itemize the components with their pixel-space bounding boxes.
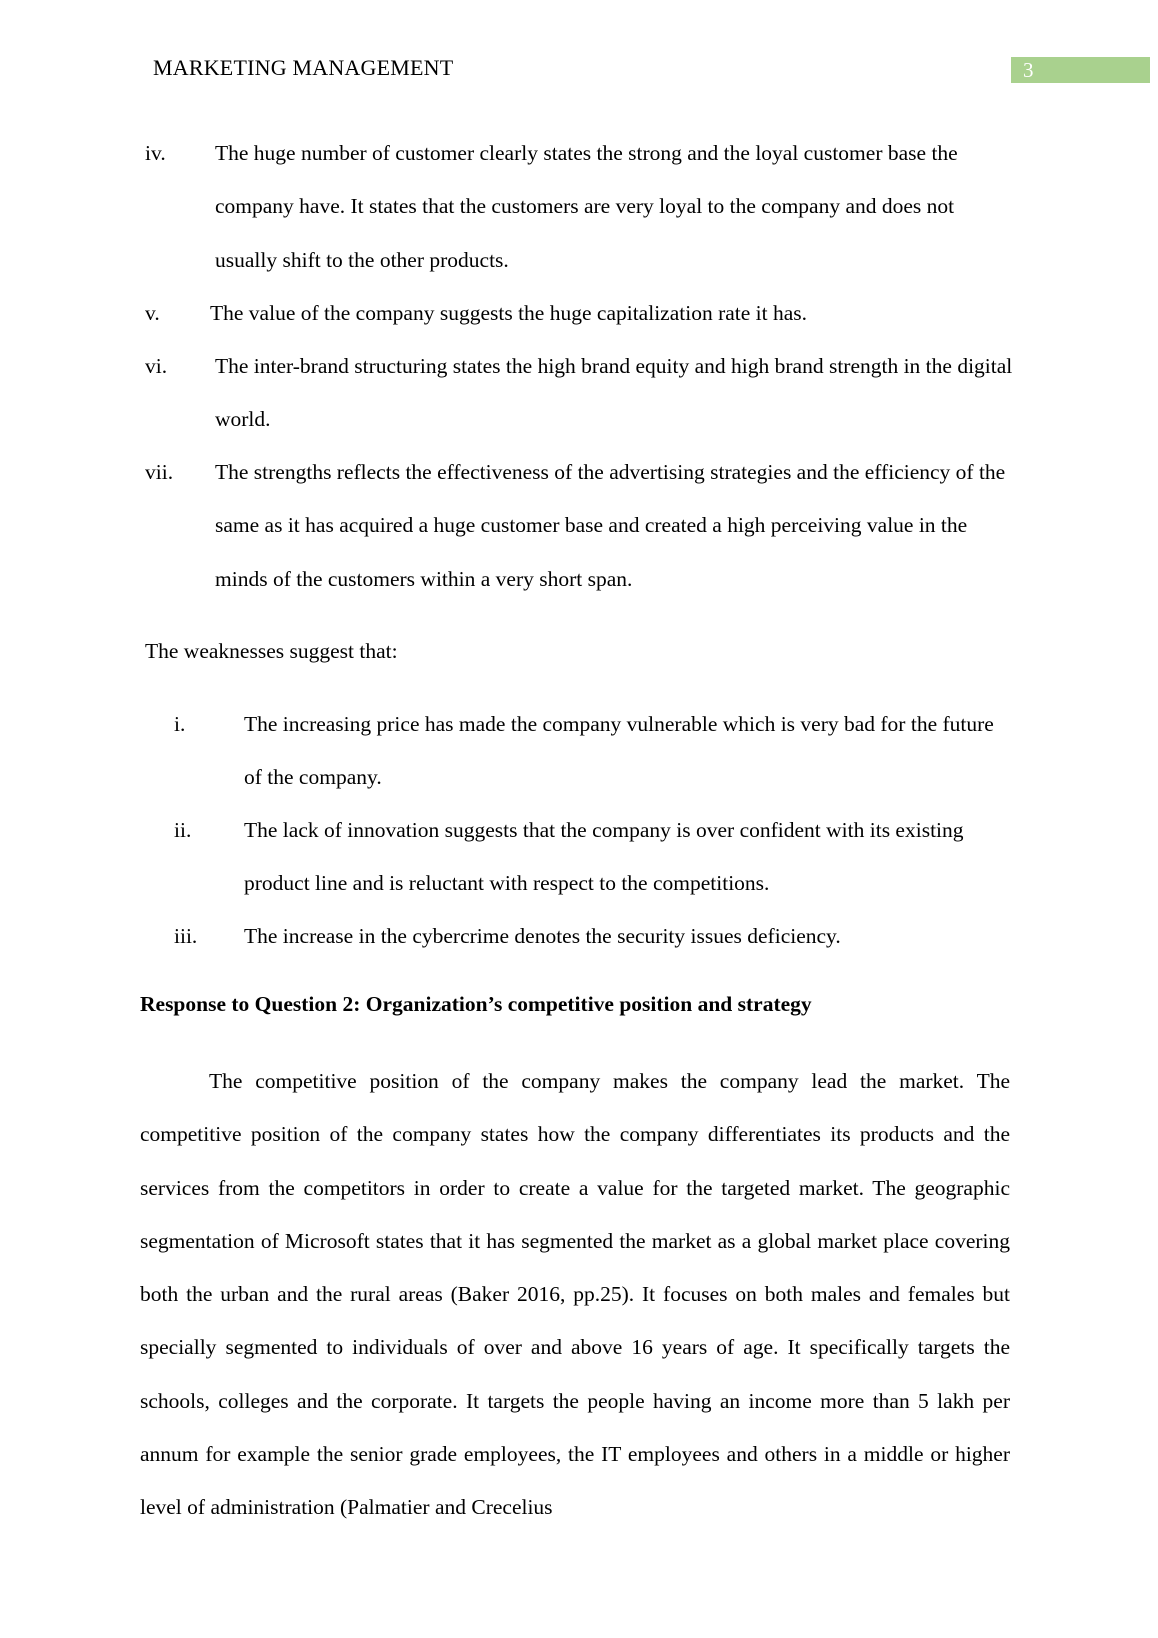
weaknesses-intro: The weaknesses suggest that:	[145, 639, 398, 663]
list-item-text: The value of the company suggests the huge capitalization rate it has.	[210, 301, 808, 325]
list-item	[174, 698, 1014, 805]
list-item-text: The lack of innovation suggests that the company is over confident with its existing product line and is reluctant with respect to the competitions.	[244, 818, 964, 896]
list-number: iv.	[145, 141, 166, 165]
list-item-text: The increase in the cybercrime denotes the security issues deficiency.	[244, 924, 841, 948]
list-item	[145, 287, 1015, 341]
section-heading: Response to Question 2: Organization’s competitive position and strategy	[140, 992, 812, 1016]
list-item-text: The inter-brand structuring states the high brand equity and high brand strength in the digital world.	[215, 354, 1013, 432]
list-item	[174, 910, 1014, 964]
list-number: iii.	[174, 924, 198, 948]
list-item	[174, 804, 1014, 911]
list-number: i.	[174, 712, 186, 736]
list-item-text: The increasing price has made the company vulnerable which is very bad for the future of the company.	[244, 712, 994, 790]
list-number: v.	[145, 301, 160, 325]
body-paragraph: The competitive position of the company makes the company lead the market. The competitive position of the company states how the company differentiates its products and the services from the competitors in order to create a value for the targeted market. The geographic segmentation of Microsoft states that it has segmented the market as a global market place covering both the urban and the rural areas (Baker 2016, pp.25). It focuses on both males and females but specially segmented to individuals of over and above 16 years of age. It specifically targets the schools, colleges and the corporate. It targets the people having an income more than 5 lakh per annum for example the senior grade employees, the IT employees and others in a middle or higher level of administration (Palmatier and Crecelius	[140, 1069, 1010, 1520]
running-header: MARKETING MANAGEMENT	[153, 55, 454, 80]
list-number: ii.	[174, 818, 192, 842]
list-number: vii.	[145, 460, 174, 484]
list-item-text: The huge number of customer clearly states the strong and the loyal customer base the company have. It states that the customers are very loyal to the company and does not usually shift to the other products.	[215, 141, 958, 272]
list-item	[145, 446, 1015, 606]
list-item	[145, 340, 1015, 447]
page-number: 3	[1011, 57, 1150, 83]
list-item-text: The strengths reflects the effectiveness of the advertising strategies and the efficiency of the same as it has acquired a huge customer base and created a high perceiving value in the minds of the customers within a very short span.	[215, 460, 1006, 591]
list-item	[145, 127, 1015, 287]
list-number: vi.	[145, 354, 168, 378]
